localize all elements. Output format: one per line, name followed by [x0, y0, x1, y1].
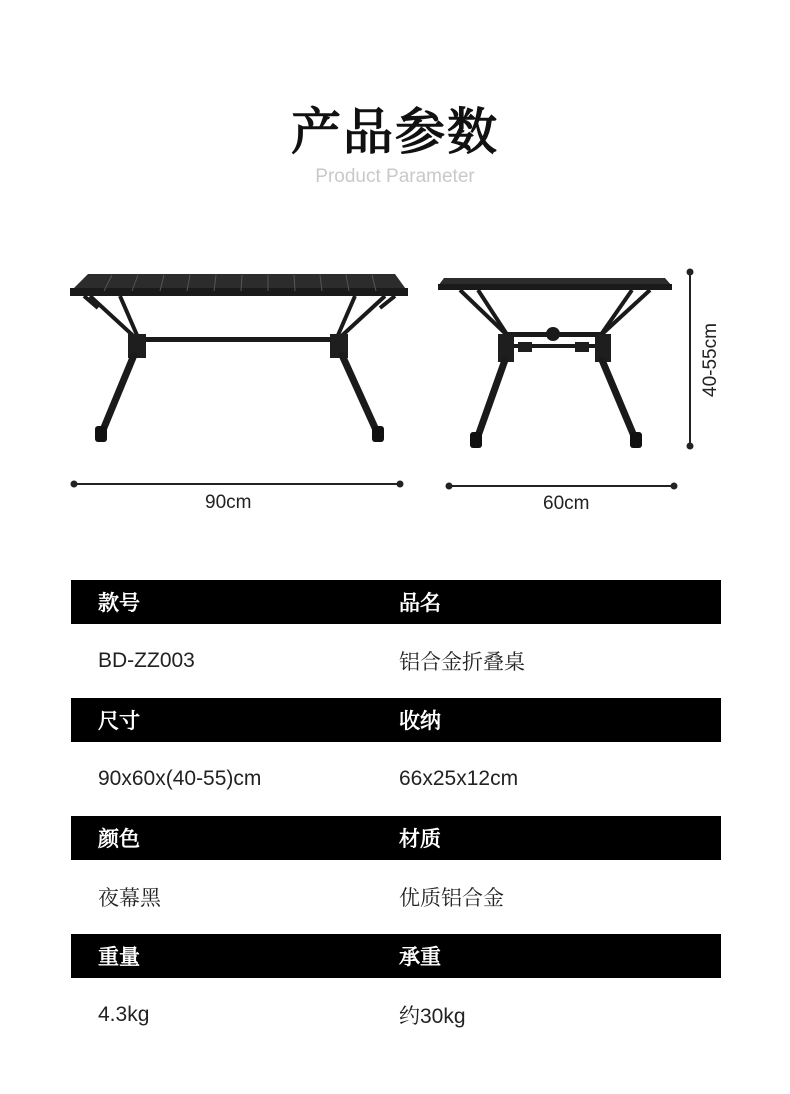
table-side-view — [438, 278, 672, 448]
spec-value: 夜幕黑 — [98, 887, 161, 910]
spec-label: 承重 — [399, 945, 441, 969]
spec-header-bar — [71, 816, 721, 860]
height-label: 40-55cm — [700, 323, 721, 397]
width-label: 60cm — [543, 493, 590, 514]
spec-value-line — [71, 860, 721, 934]
spec-row — [71, 698, 721, 816]
spec-label: 颜色 — [98, 827, 140, 851]
spec-header-bar — [71, 580, 721, 624]
spec-value: 约30kg — [399, 1005, 466, 1028]
spec-table — [71, 580, 721, 1052]
spec-value-line — [71, 624, 721, 698]
spec-row — [71, 934, 721, 1052]
spec-value-line — [71, 978, 721, 1052]
folding-table-illustration — [0, 250, 790, 540]
spec-value-line — [71, 742, 721, 816]
dimension-line-width — [446, 483, 678, 490]
spec-value: 66x25x12cm — [399, 767, 519, 790]
table-front-view — [70, 274, 408, 442]
spec-header-bar — [71, 698, 721, 742]
spec-label: 材质 — [399, 827, 441, 851]
spec-label: 品名 — [399, 591, 441, 615]
spec-header-bar — [71, 934, 721, 978]
spec-label: 重量 — [98, 945, 140, 969]
dimension-line-height — [687, 269, 694, 450]
dimension-line-length — [71, 481, 404, 488]
spec-label: 收纳 — [399, 709, 441, 733]
spec-row — [71, 580, 721, 698]
length-label: 90cm — [205, 492, 252, 513]
spec-value: 4.3kg — [98, 1003, 150, 1026]
page-subtitle: Product Parameter — [315, 166, 475, 187]
spec-value: 优质铝合金 — [399, 887, 504, 910]
page-title: 产品参数 — [291, 103, 499, 161]
spec-value: BD-ZZ003 — [98, 649, 195, 672]
product-dimension-figure — [0, 250, 790, 540]
spec-label: 款号 — [98, 591, 140, 615]
spec-value: 铝合金折叠桌 — [399, 651, 525, 674]
spec-value: 90x60x(40-55)cm — [98, 767, 262, 790]
spec-label: 尺寸 — [98, 709, 140, 733]
spec-row — [71, 816, 721, 934]
